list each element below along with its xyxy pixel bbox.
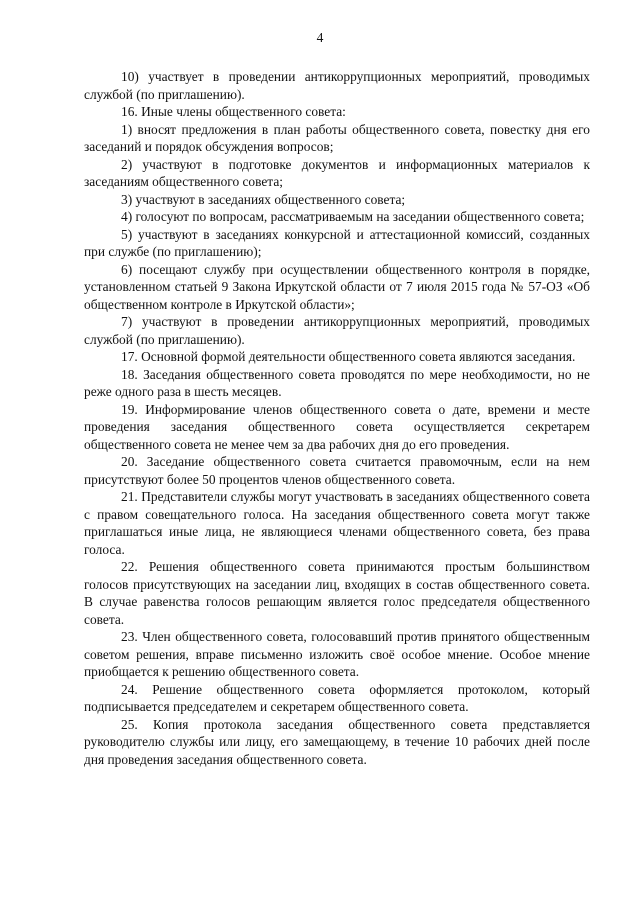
- paragraph-18: 18. Заседания общественного совета проводятся по мере необходимости, но не реже одного раза в шесть месяцев.: [84, 366, 590, 399]
- paragraph-16-item-7: 7) участвуют в проведении антикоррупционных мероприятий, проводимых службой (по приглашению).: [84, 314, 590, 347]
- paragraph-16-item-1: 1) вносят предложения в план работы общественного совета, повестку дня его заседаний и порядок обсуждения вопросов;: [84, 121, 590, 154]
- paragraph-19: 19. Информирование членов общественного совета о дате, времени и месте проведения заседания общественного совета осуществляется секретарем общественного совета не менее чем за два рабочих дня до его проведения.: [84, 401, 590, 452]
- paragraph-24: 24. Решение общественного совета оформляется протоколом, который подписывается председателем и секретарем общественного совета.: [84, 681, 590, 714]
- paragraph-16-item-4: 4) голосуют по вопросам, рассматриваемым на заседании общественного совета;: [121, 209, 585, 224]
- paragraph-17: 17. Основной формой деятельности общественного совета являются заседания.: [121, 349, 576, 364]
- page-number: 4: [316, 30, 324, 45]
- paragraph-16-item-3: 3) участвуют в заседаниях общественного совета;: [121, 191, 406, 207]
- paragraph-23: 23. Член общественного совета, голосовавший против принятого общественным советом решения, вправе письменно изложить своё особое мнение. Особое мнение приобщается к решению общественного совета.: [84, 629, 590, 679]
- paragraph-21: 21. Представители службы могут участвовать в заседаниях общественного совета с правом совещательного голоса. На заседания общественного совета могут также приглашаться иные лица, не являющиеся членами общественного совета, без права голоса.: [84, 489, 590, 557]
- paragraph-20: 20. Заседание общественного совета считается правомочным, если на нем присутствуют более 50 процентов членов общественного совета.: [84, 454, 590, 487]
- paragraph-25: 25. Копия протокола заседания общественного совета представляется руководителю службы или лицу, его замещающему, в течение 10 рабочих дней после дня проведения заседания общественного совета.: [84, 716, 590, 767]
- paragraph-16-item-2: 2) участвуют в подготовке документов и информационных материалов к заседаниям общественного совета;: [84, 156, 590, 189]
- paragraph-16-other-members: 16. Иные члены общественного совета:: [121, 104, 346, 119]
- paragraph-item-10: 10) участвует в проведении антикоррупционных мероприятий, проводимых службой (по приглашению).: [84, 69, 590, 102]
- document-body: [84, 68, 590, 768]
- paragraph-16-item-6: 6) посещают службу при осуществлении общественного контроля в порядке, установленном статьей 9 Закона Иркутской области от 7 июля 2015 года № 57-ОЗ «Об общественном контроле в Иркутской области»;: [84, 261, 590, 312]
- paragraph-16-item-5: 5) участвуют в заседаниях конкурсной и аттестационной комиссий, созданных при службе (по приглашению);: [84, 226, 590, 259]
- paragraph-22: 22. Решения общественного совета принимаются простым большинством голосов присутствующих на заседании лиц, входящих в состав общественного совета. В случае равенства голосов решающим является голос председателя общественного совета.: [84, 559, 590, 627]
